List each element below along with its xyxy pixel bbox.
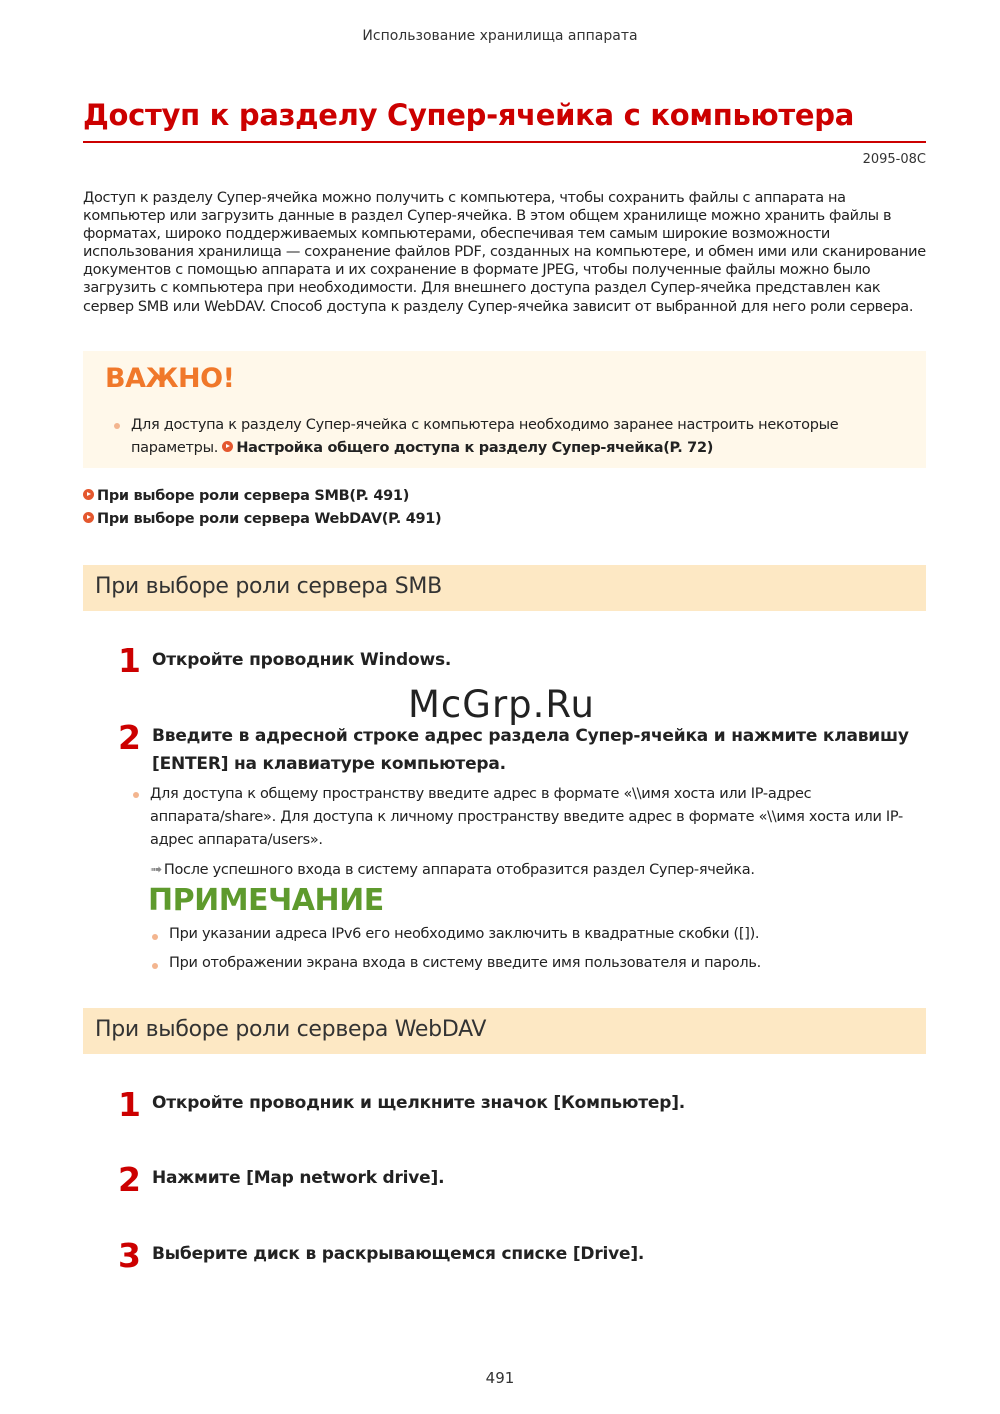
nav-link-webdav[interactable] [83, 511, 441, 527]
important-heading: ВАЖНО! [105, 363, 235, 394]
page-title: Доступ к разделу Супер-ячейка с компьютера [83, 98, 854, 132]
page-number: 491 [485, 1369, 515, 1387]
step-number: 1 [118, 1085, 141, 1124]
bullet-icon [152, 963, 158, 969]
result-arrow-icon: ➟ [150, 862, 162, 878]
note-text: При указании адреса IPv6 его необходимо заключить в квадратные скобки ([]). [169, 926, 760, 942]
section-title-smb: При выборе роли сервера SMB [95, 574, 442, 599]
document-code: 2095-08C [862, 152, 926, 167]
note-heading: ПРИМЕЧАНИЕ [148, 883, 384, 918]
link-arrow-icon [83, 512, 94, 523]
result-text: После успешного входа в систему аппарата отобразится раздел Супер-ячейка. [163, 862, 755, 878]
nav-link-smb-label[interactable]: При выборе роли сервера SMB(P. 491) [97, 488, 410, 504]
step-text: Нажмите [Map network drive]. [152, 1168, 445, 1188]
title-divider [83, 141, 926, 143]
step-text: Выберите диск в раскрывающемся списке [Drive]. [152, 1244, 645, 1264]
settings-reference-link[interactable]: Настройка общего доступа к разделу Супер-ячейка(P. 72) [236, 440, 714, 456]
step-number: 2 [118, 718, 141, 757]
bullet-icon [133, 792, 139, 798]
note-item [169, 926, 919, 942]
step-number: 2 [118, 1160, 141, 1199]
step-text: Откройте проводник Windows. [152, 650, 452, 670]
nav-link-webdav-label[interactable]: При выборе роли сервера WebDAV(P. 491) [97, 511, 442, 527]
running-header: Использование хранилища аппарата [362, 28, 638, 44]
note-item [169, 955, 919, 971]
intro-paragraph: Доступ к разделу Супер-ячейка можно получить с компьютера, чтобы сохранить файлы с аппарата на компьютер или загрузить данные в раздел Супер-ячейка. В этом общем хранилище можно хранить файлы в форматах, широко поддерживаемых компьютерами, обеспечивая тем самым широкие возможности использования хранилища — сохранение файлов PDF, созданных на компьютере, и обмен ими или сканирование документов с помощью аппарата и их сохранение в формате JPEG, чтобы полученные файлы можно было загрузить с компьютера при необходимости. Для внешнего доступа раздел Супер-ячейка представлен как сервер SMB или WebDAV. Способ доступа к разделу Супер-ячейка зависит от выбранной для него роли сервера. [83, 190, 926, 315]
section-title-webdav: При выборе роли сервера WebDAV [95, 1017, 487, 1042]
link-arrow-icon [222, 441, 233, 452]
watermark: McGrp.Ru [408, 683, 595, 726]
step-number: 3 [118, 1236, 141, 1275]
note-text: При отображении экрана входа в систему введите имя пользователя и пароль. [169, 955, 761, 971]
step-number: 1 [118, 641, 141, 680]
important-item-text: Для доступа к разделу Супер-ячейка с компьютера необходимо заранее настроить некоторые параметры. [131, 417, 839, 456]
important-item [131, 414, 901, 460]
step-text: Введите в адресной строке адрес раздела Супер-ячейка и нажмите клавишу [ENTER] на клавиатуре компьютера. [152, 726, 909, 774]
nav-link-smb[interactable] [83, 488, 409, 504]
bullet-icon [114, 423, 120, 429]
section-header-webdav [83, 1008, 926, 1054]
important-box [83, 351, 926, 468]
step-text: Откройте проводник и щелкните значок [Компьютер]. [152, 1093, 686, 1113]
bullet-icon [152, 934, 158, 940]
result-line [150, 862, 755, 878]
address-format-text: Для доступа к общему пространству введите адрес в формате «\\имя хоста или IP-адрес аппарата/share». Для доступа к личному пространству введите адрес в формате «\\имя хоста или IP-адрес аппарата/users». [150, 786, 903, 848]
section-header-smb [83, 565, 926, 611]
link-arrow-icon [83, 489, 94, 500]
address-format-detail [150, 783, 920, 852]
